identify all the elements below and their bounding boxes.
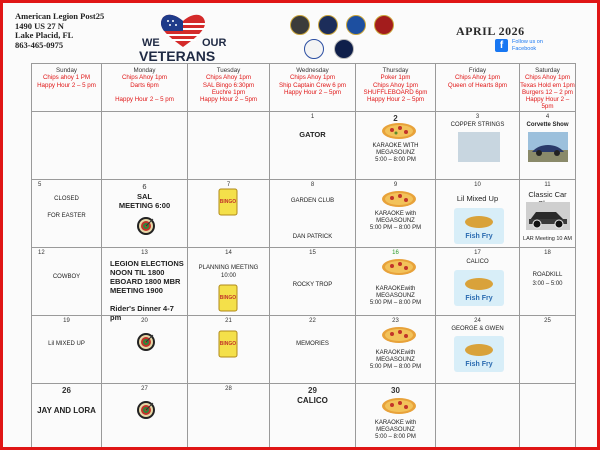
day-cell-12: 12 COWBOY (32, 248, 102, 316)
facebook-icon[interactable]: f (495, 39, 508, 52)
coast-guard-seal-icon (304, 39, 324, 59)
dartboard-icon (136, 400, 156, 420)
week-row-1 (32, 112, 576, 180)
week-row-4 (32, 316, 576, 384)
we-heart-our-veterans-logo (136, 13, 230, 65)
calendar-grid (31, 63, 575, 450)
fish-fry-icon (454, 208, 504, 244)
day-cell-23: 23 KARAOKEwith MEGASOUNZ 5:00 PM – 8:00 PM (356, 316, 436, 384)
empty-day-cell (102, 112, 188, 180)
svg-text:Fish Fry: Fish Fry (465, 361, 493, 368)
header-wednesday: Wednesday Chips Ahoy 1pm Ship Captain Crew 6 pm Happy Hour 2 – 5pm (270, 64, 356, 112)
day-cell-10: 10 Lil Mixed Up Fish Fry (436, 180, 520, 248)
air-force-seal-icon (346, 15, 366, 35)
svg-text:Fish Fry: Fish Fry (465, 233, 493, 240)
day-cell-8: 8 GARDEN CLUB DAN PATRICK (270, 180, 356, 248)
header-friday: Friday Chips Ahoy 1pm Queen of Hearts 8pm (436, 64, 520, 112)
week-row-5 (32, 384, 576, 450)
header-tuesday: Tuesday Chips Ahoy 1pm SAL Bingo 6:30pm Euchre 1pm Happy Hour 2 – 5pm (188, 64, 270, 112)
day-cell-2: 2 KARAOKE WITH MEGASOUNZ 5:00 – 8:00 PM (356, 112, 436, 180)
bingo-card-icon (218, 188, 238, 216)
day-cell-28: 28 (188, 384, 270, 450)
bingo-card-icon (218, 330, 238, 358)
logo-we: WE (142, 37, 160, 49)
empty-day-cell (520, 384, 576, 450)
copper-strings-photo (458, 132, 500, 162)
corvette-photo (528, 132, 568, 162)
day-cell-11: 11 Classic Car LAR Meeting 10 AM (520, 180, 576, 248)
empty-day-cell (436, 384, 520, 450)
bingo-card-icon (218, 284, 238, 312)
svg-text:BINGO: BINGO (219, 199, 237, 205)
pizza-icon (381, 190, 417, 208)
day-cell-1: 1 GATOR (270, 112, 356, 180)
day-cell-14: 14 PLANNING MEETING 10:00 BINGO (188, 248, 270, 316)
day-cell-26: 26 JAY AND LORA (32, 384, 102, 450)
army-seal-icon (290, 15, 310, 35)
day-cell-17: 17 CALICO Fish Fry (436, 248, 520, 316)
calendar-month: APRIL 2026 (456, 24, 525, 38)
facebook-follow-text[interactable]: Follow us on Facebook (512, 39, 543, 52)
dartboard-icon (136, 332, 156, 352)
flyer-header (6, 6, 600, 65)
fish-fry-icon (454, 336, 504, 372)
day-cell-5: 5 CLOSED FOR EASTER (32, 180, 102, 248)
calendar-table (31, 63, 576, 450)
fish-fry-icon (454, 270, 504, 306)
header-sunday: Sunday Chips ahoy 1 PM Happy Hour 2 – 5 pm (32, 64, 102, 112)
day-cell-3: 3 COPPER STRINGS (436, 112, 520, 180)
empty-day-cell (32, 112, 102, 180)
service-seals (284, 12, 434, 62)
day-cell-22: 22 MEMORIES (270, 316, 356, 384)
day-cell-20: 20 (102, 316, 188, 384)
day-cell-6: 6 SAL MEETING 6:00 (102, 180, 188, 248)
classic-car-photo (526, 202, 570, 230)
event-gator: GATOR (299, 130, 326, 139)
org-city: Lake Placid, FL (15, 30, 74, 41)
weekday-header-row (32, 64, 576, 112)
header-saturday: Saturday Chips Ahoy 1pm Texas Hold em 1pm Burgers 12 – 2 pm Happy Hour 2 – 5pm (520, 64, 576, 112)
org-name: American Legion Post25 (15, 11, 105, 21)
day-cell-27: 27 (102, 384, 188, 450)
space-force-seal-icon (334, 39, 354, 59)
org-phone: 863-465-0975 (15, 39, 64, 50)
svg-text:BINGO: BINGO (219, 295, 237, 301)
day-cell-9: 9 KARAOKE with MEGASOUNZ 5:00 PM – 8:00 PM (356, 180, 436, 248)
header-thursday: Thursday Poker 1pm Chips Ahoy 1pm SHUFFLEBOARD 6pm Happy Hour 2 – 5pm (356, 64, 436, 112)
day-cell-24: 24 GEORGE & GWEN Fish Fry (436, 316, 520, 384)
logo-our: OUR (202, 37, 227, 49)
navy-seal-icon (318, 15, 338, 35)
day-cell-30: 30 KARAOKE with MEGASOUNZ 5:00 – 8:00 PM (356, 384, 436, 450)
pizza-icon (381, 397, 417, 415)
day-cell-16: 16 KARAOKEwith MEGASOUNZ 5:00 PM – 8:00 PM (356, 248, 436, 316)
day-cell-21: 21 BINGO (188, 316, 270, 384)
empty-day-cell (188, 112, 270, 180)
pizza-icon (381, 122, 417, 140)
day-cell-13: 13 LEGION ELECTIONS NOON TIL 1800 EBOARD 1800 MBR MEETING 1900 Rider's Dinner 4-7 pm (102, 248, 188, 316)
svg-text:BINGO: BINGO (219, 341, 237, 347)
day-cell-7: 7 BINGO (188, 180, 270, 248)
week-row-2 (32, 180, 576, 248)
day-cell-15: 15 ROCKY TROP (270, 248, 356, 316)
marine-corps-seal-icon (374, 15, 394, 35)
day-cell-29: 29 CALICO (270, 384, 356, 450)
header-monday: Monday Chips Ahoy 1pm Darts 6pm Happy Hour 2 – 5 pm (102, 64, 188, 112)
svg-text:Fish Fry: Fish Fry (465, 295, 493, 302)
org-street: 1490 US 27 N (15, 20, 64, 31)
logo-veterans: VETERANS (139, 48, 216, 64)
dartboard-icon (136, 216, 156, 236)
day-cell-18: 18 ROADKILL 3:00 – 5:00 (520, 248, 576, 316)
day-cell-19: 19 Lil MIXED UP (32, 316, 102, 384)
flag-heart-icon (161, 15, 205, 47)
day-cell-4: 4 Corvette Show (520, 112, 576, 180)
week-row-3 (32, 248, 576, 316)
day-cell-25: 25 (520, 316, 576, 384)
pizza-icon (381, 326, 417, 344)
pizza-icon (381, 258, 417, 276)
org-address (15, 12, 104, 50)
